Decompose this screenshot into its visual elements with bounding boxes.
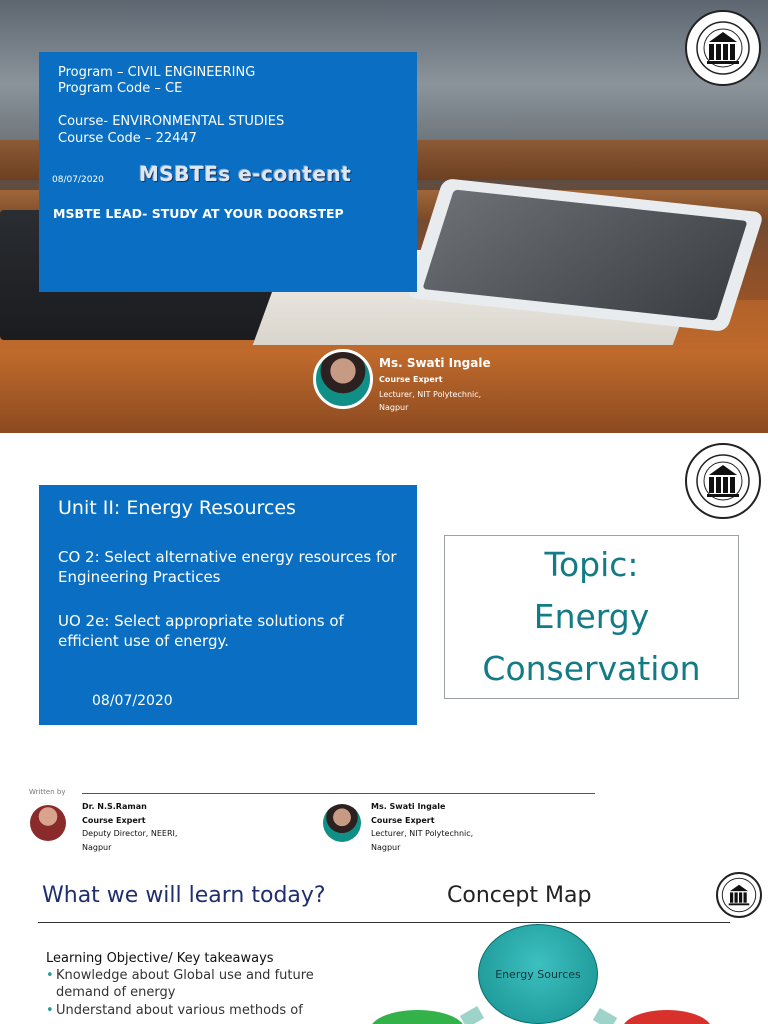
- presenter-role: Course Expert: [379, 375, 443, 384]
- concept-arrow-icon: [460, 1006, 484, 1024]
- author-org-line2: Nagpur: [82, 842, 112, 852]
- author-org-line1: Deputy Director, NEERI,: [82, 829, 178, 838]
- topic-box: [444, 535, 739, 699]
- topic-line-conservation: Conservation: [482, 649, 701, 688]
- author-org-line2: Nagpur: [371, 842, 401, 852]
- presenter-org-line2: Nagpur: [379, 403, 409, 412]
- logo-emblem-icon: [695, 453, 751, 509]
- course-info-panel: [39, 52, 417, 292]
- concept-node-red: [622, 1010, 712, 1024]
- author-role: Course Expert: [371, 815, 435, 825]
- program-code-text: Program Code – CE: [58, 81, 183, 96]
- unit-outcome: UO 2e: Select appropriate solutions of efficient use of energy.: [58, 612, 344, 650]
- concept-node-label: Energy Sources: [495, 967, 581, 981]
- concept-node-main: [478, 924, 598, 1024]
- course-code-text: Course Code – 22447: [58, 131, 197, 146]
- unit-title: Unit II: Energy Resources: [58, 497, 296, 519]
- author-org-line1: Lecturer, NIT Polytechnic,: [371, 829, 474, 838]
- course-text: Course- ENVIRONMENTAL STUDIES: [58, 114, 285, 129]
- tablet-screen: [422, 189, 747, 320]
- brand-title: MSBTEs e-content: [139, 162, 352, 186]
- written-by-label: Written by: [29, 788, 66, 796]
- logo-emblem-icon: [695, 20, 751, 76]
- unit-info-panel: [39, 485, 417, 725]
- author-credit: [82, 800, 177, 854]
- msbte-logo-icon: [685, 443, 761, 519]
- concept-map-title: Concept Map: [447, 883, 592, 908]
- concept-arrow-icon: [593, 1008, 617, 1024]
- program-text: Program – CIVIL ENGINEERING: [58, 65, 256, 80]
- author-avatar: [323, 804, 361, 842]
- author-avatar: [30, 805, 66, 841]
- presenter-org: [379, 388, 481, 414]
- slide-title: What we will learn today?: [42, 883, 326, 908]
- unit-slide: [0, 433, 768, 867]
- presenter-avatar: [313, 349, 373, 409]
- title-divider: [38, 922, 730, 923]
- tagline: MSBTE LEAD- STUDY AT YOUR DOORSTEP: [53, 206, 344, 221]
- author-credit: [371, 800, 473, 854]
- objective-heading: Learning Objective/ Key takeaways: [46, 951, 274, 966]
- presenter-org-line1: Lecturer, NIT Polytechnic,: [379, 390, 482, 399]
- logo-emblem-icon: [721, 877, 757, 913]
- slide-date: 08/07/2020: [52, 175, 104, 185]
- author-name: Ms. Swati Ingale: [371, 802, 446, 811]
- list-item: • Knowledge about Global use and future demand of energy: [46, 967, 326, 1001]
- topic-label: Topic:: [544, 545, 639, 584]
- msbte-logo-icon: [716, 872, 762, 918]
- msbte-logo-icon: [685, 10, 761, 86]
- presenter-name: Ms. Swati Ingale: [379, 356, 491, 370]
- objective-list: [46, 967, 326, 1020]
- divider: [82, 793, 595, 794]
- learning-slide: [0, 867, 768, 1024]
- title-slide: [0, 0, 768, 433]
- author-name: Dr. N.S.Raman: [82, 802, 147, 811]
- topic-line-energy: Energy: [533, 597, 650, 636]
- concept-node-green: [370, 1010, 465, 1024]
- author-role: Course Expert: [82, 815, 146, 825]
- slide-date: 08/07/2020: [92, 693, 173, 709]
- list-item: • Understand about various methods of: [46, 1002, 326, 1019]
- course-outcome: CO 2: Select alternative energy resources for Engineering Practices: [58, 548, 397, 586]
